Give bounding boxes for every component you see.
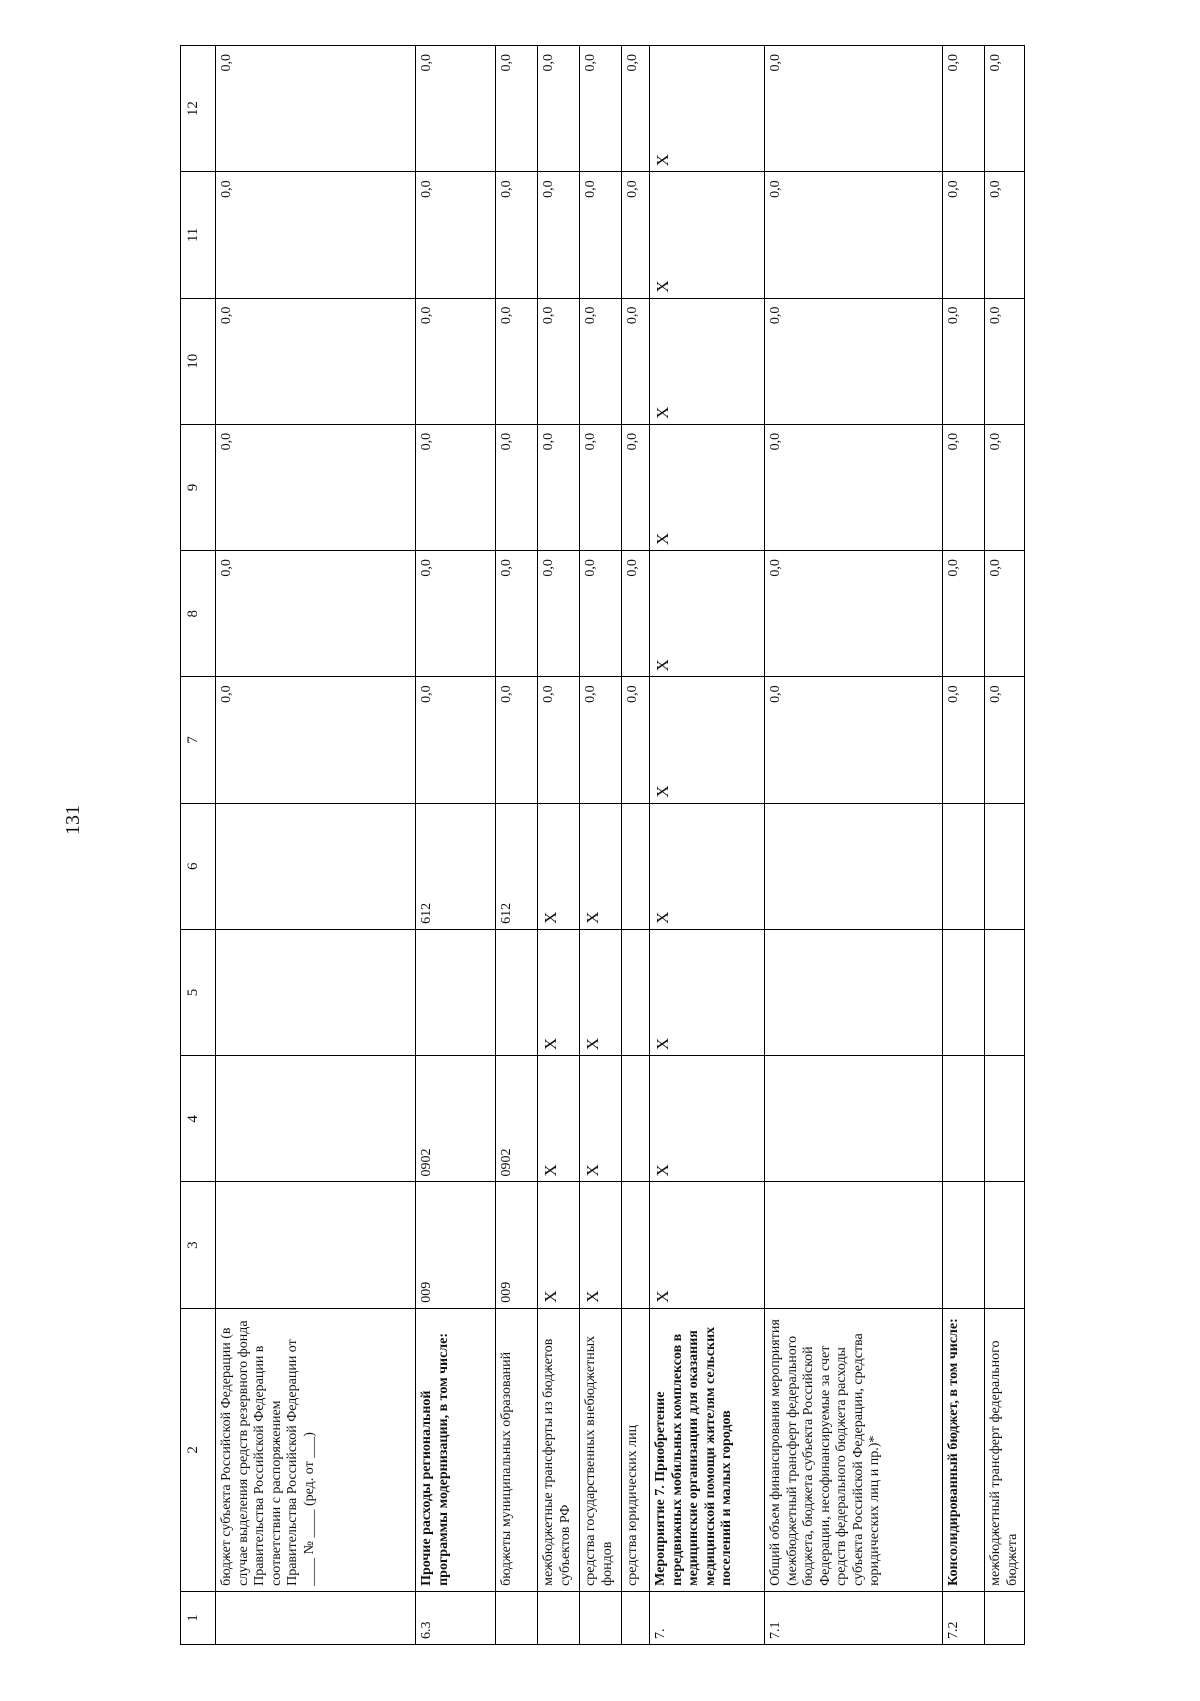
- description-cell: Общий объем финансирования мероприятия (межбюджетный трансферт федерального бюджета, бюджета субъекта Российской Федерации, несофинансируемые за счет средств федерального бюджета расходы субъекта Российской Федерации, средства юридических лиц и пр.)*: [765, 1308, 943, 1591]
- column-number: 12: [181, 46, 216, 172]
- row-number-cell: [496, 1591, 538, 1644]
- value-cell: 0,0: [943, 551, 985, 677]
- value-cell: 0,0: [580, 677, 622, 803]
- value-cell: 0,0: [985, 172, 1025, 298]
- description-cell: средства юридических лиц: [622, 1308, 650, 1591]
- table-row: [216, 46, 416, 1645]
- table-body: [216, 46, 1025, 1645]
- value-cell: 0,0: [985, 46, 1025, 172]
- code-cell: X: [650, 929, 765, 1055]
- value-cell: 0,0: [765, 424, 943, 550]
- row-number-cell: 7.2: [943, 1591, 985, 1644]
- value-cell: X: [650, 172, 765, 298]
- value-cell: 0,0: [538, 172, 580, 298]
- value-cell: 0,0: [216, 172, 416, 298]
- row-number-cell: 7.: [650, 1591, 765, 1644]
- value-cell: 0,0: [538, 551, 580, 677]
- table-row: [496, 46, 538, 1645]
- value-cell: 0,0: [416, 298, 496, 424]
- row-number-cell: [538, 1591, 580, 1644]
- page-number: 131: [62, 805, 84, 835]
- column-number: 5: [181, 929, 216, 1055]
- value-cell: 0,0: [943, 298, 985, 424]
- value-cell: X: [650, 677, 765, 803]
- code-cell: [216, 1182, 416, 1308]
- value-cell: 0,0: [496, 677, 538, 803]
- code-cell: [216, 803, 416, 929]
- description-cell: межбюджетный трансферт федерального бюджета: [985, 1308, 1025, 1591]
- code-cell: [496, 929, 538, 1055]
- code-cell: 0902: [416, 1056, 496, 1182]
- budget-table: [180, 45, 1025, 1645]
- code-cell: X: [580, 803, 622, 929]
- table-row: [622, 46, 650, 1645]
- code-cell: [943, 929, 985, 1055]
- value-cell: X: [650, 46, 765, 172]
- code-cell: X: [650, 1182, 765, 1308]
- code-cell: [622, 1182, 650, 1308]
- code-cell: [765, 929, 943, 1055]
- table-row: [985, 46, 1025, 1645]
- code-cell: [943, 1182, 985, 1308]
- code-cell: [985, 929, 1025, 1055]
- value-cell: 0,0: [496, 46, 538, 172]
- value-cell: 0,0: [538, 46, 580, 172]
- value-cell: 0,0: [580, 424, 622, 550]
- code-cell: 009: [416, 1182, 496, 1308]
- value-cell: 0,0: [622, 298, 650, 424]
- value-cell: 0,0: [580, 172, 622, 298]
- value-cell: 0,0: [943, 424, 985, 550]
- value-cell: 0,0: [416, 424, 496, 550]
- value-cell: 0,0: [622, 551, 650, 677]
- value-cell: 0,0: [416, 551, 496, 677]
- column-number: 6: [181, 803, 216, 929]
- value-cell: 0,0: [216, 551, 416, 677]
- value-cell: 0,0: [580, 46, 622, 172]
- code-cell: 0902: [496, 1056, 538, 1182]
- value-cell: 0,0: [416, 677, 496, 803]
- code-cell: 009: [496, 1182, 538, 1308]
- value-cell: 0,0: [765, 551, 943, 677]
- code-cell: [765, 1182, 943, 1308]
- code-cell: X: [538, 929, 580, 1055]
- value-cell: 0,0: [765, 298, 943, 424]
- code-cell: [943, 803, 985, 929]
- column-number: 7: [181, 677, 216, 803]
- row-number-cell: [216, 1591, 416, 1644]
- code-cell: [765, 1056, 943, 1182]
- row-number-cell: [580, 1591, 622, 1644]
- code-cell: X: [538, 803, 580, 929]
- row-number-cell: [622, 1591, 650, 1644]
- value-cell: 0,0: [538, 424, 580, 550]
- code-cell: [622, 803, 650, 929]
- description-cell: Мероприятие 7. Приобретение передвижных мобильных комплексов в медицинские организации для оказания медицинской помощи жителям сельских поселений и малых городов: [650, 1308, 765, 1591]
- table-row: [943, 46, 985, 1645]
- code-cell: X: [580, 1056, 622, 1182]
- column-number-row: [181, 46, 216, 1645]
- description-cell: бюджет субъекта Российской Федерации (в случае выделения средств резервного фонда Правительства Российской Федерации в соответствии с распоряжением Правительства Российской Федерации от ____ № ____ (ред. от ___): [216, 1308, 416, 1591]
- code-cell: 612: [496, 803, 538, 929]
- code-cell: [943, 1056, 985, 1182]
- value-cell: 0,0: [216, 424, 416, 550]
- value-cell: 0,0: [622, 172, 650, 298]
- column-number: 9: [181, 424, 216, 550]
- column-number: 10: [181, 298, 216, 424]
- value-cell: 0,0: [985, 551, 1025, 677]
- value-cell: 0,0: [985, 677, 1025, 803]
- code-cell: [622, 929, 650, 1055]
- row-number-cell: [985, 1591, 1025, 1644]
- column-number: 2: [181, 1308, 216, 1591]
- description-cell: межбюджетные трансферты из бюджетов субъектов РФ: [538, 1308, 580, 1591]
- table-row: [580, 46, 622, 1645]
- value-cell: 0,0: [765, 172, 943, 298]
- value-cell: 0,0: [622, 46, 650, 172]
- code-cell: [985, 1056, 1025, 1182]
- value-cell: 0,0: [216, 46, 416, 172]
- column-number: 4: [181, 1056, 216, 1182]
- value-cell: 0,0: [580, 551, 622, 677]
- description-cell: средства государственных внебюджетных фондов: [580, 1308, 622, 1591]
- value-cell: 0,0: [985, 424, 1025, 550]
- code-cell: X: [538, 1056, 580, 1182]
- value-cell: X: [650, 424, 765, 550]
- description-cell: Консолидированный бюджет, в том числе:: [943, 1308, 985, 1591]
- value-cell: 0,0: [538, 298, 580, 424]
- value-cell: 0,0: [622, 424, 650, 550]
- value-cell: 0,0: [496, 424, 538, 550]
- value-cell: X: [650, 298, 765, 424]
- table-row: [765, 46, 943, 1645]
- row-number-cell: 7.1: [765, 1591, 943, 1644]
- value-cell: 0,0: [622, 677, 650, 803]
- value-cell: 0,0: [216, 677, 416, 803]
- code-cell: X: [650, 803, 765, 929]
- table-row: [538, 46, 580, 1645]
- code-cell: [765, 803, 943, 929]
- column-number: 1: [181, 1591, 216, 1644]
- value-cell: 0,0: [943, 172, 985, 298]
- value-cell: 0,0: [765, 46, 943, 172]
- value-cell: 0,0: [943, 46, 985, 172]
- value-cell: 0,0: [496, 172, 538, 298]
- value-cell: 0,0: [985, 298, 1025, 424]
- row-number-cell: 6.3: [416, 1591, 496, 1644]
- value-cell: 0,0: [496, 551, 538, 677]
- column-number: 11: [181, 172, 216, 298]
- description-cell: бюджеты муниципальных образований: [496, 1308, 538, 1591]
- value-cell: 0,0: [416, 172, 496, 298]
- value-cell: 0,0: [538, 677, 580, 803]
- value-cell: 0,0: [216, 298, 416, 424]
- code-cell: 612: [416, 803, 496, 929]
- code-cell: [985, 803, 1025, 929]
- table-row: [416, 46, 496, 1645]
- code-cell: [216, 929, 416, 1055]
- column-number: 3: [181, 1182, 216, 1308]
- column-number: 8: [181, 551, 216, 677]
- code-cell: [416, 929, 496, 1055]
- code-cell: [622, 1056, 650, 1182]
- code-cell: [985, 1182, 1025, 1308]
- code-cell: X: [580, 929, 622, 1055]
- code-cell: [216, 1056, 416, 1182]
- budget-table-container: [180, 45, 1080, 1645]
- code-cell: X: [538, 1182, 580, 1308]
- value-cell: X: [650, 551, 765, 677]
- value-cell: 0,0: [580, 298, 622, 424]
- code-cell: X: [650, 1056, 765, 1182]
- value-cell: 0,0: [765, 677, 943, 803]
- value-cell: 0,0: [416, 46, 496, 172]
- value-cell: 0,0: [496, 298, 538, 424]
- code-cell: X: [580, 1182, 622, 1308]
- value-cell: 0,0: [943, 677, 985, 803]
- description-cell: Прочие расходы региональной программы модернизации, в том числе:: [416, 1308, 496, 1591]
- table-row: [650, 46, 765, 1645]
